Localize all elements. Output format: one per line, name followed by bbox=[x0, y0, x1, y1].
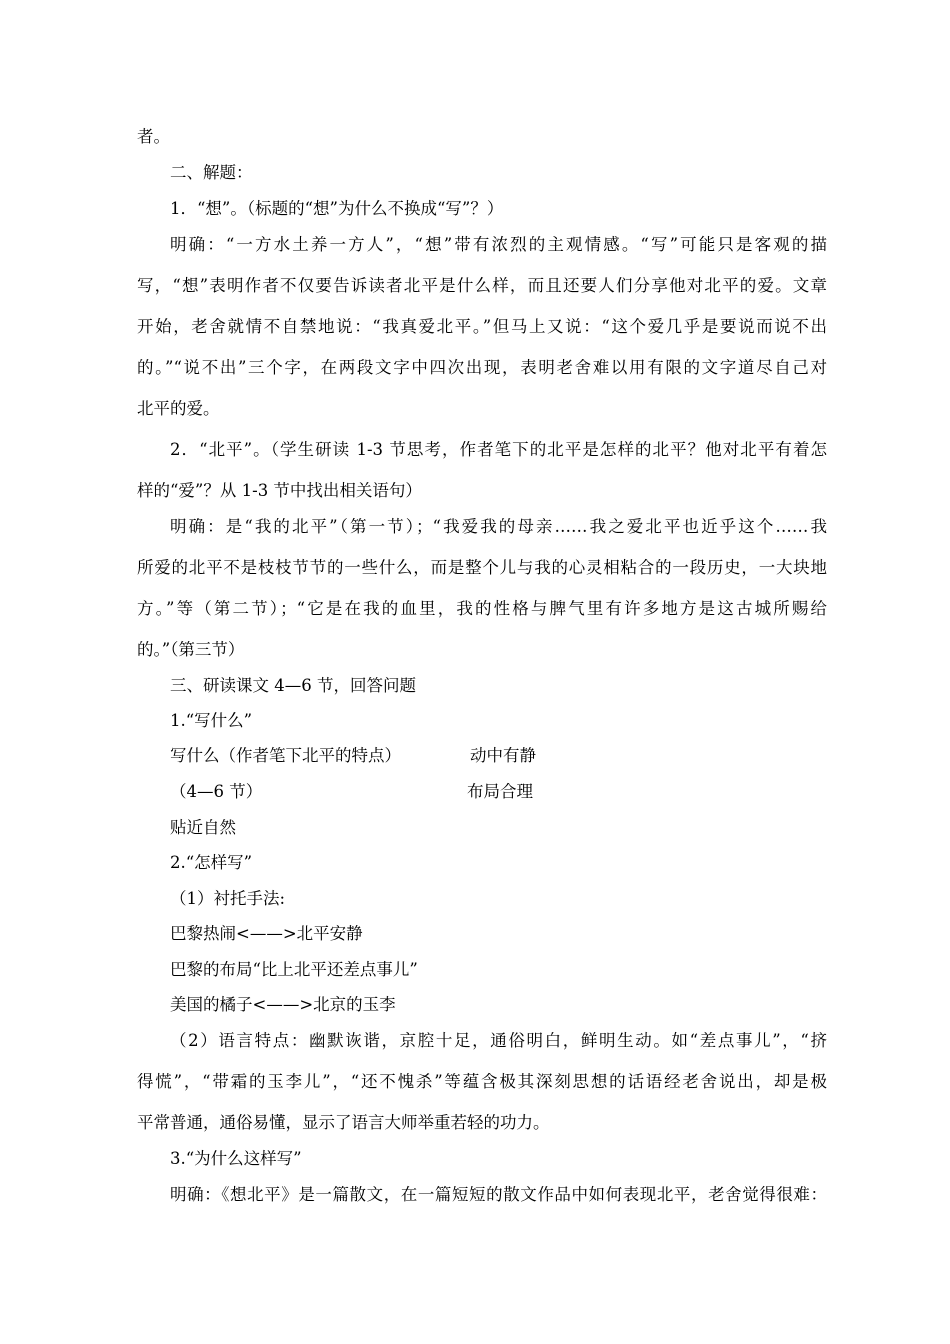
list-item: 美国的橘子<——>北京的玉李 bbox=[170, 995, 396, 1014]
paragraph-line: 明确：“一方水土养一方人”，“想”带有浓烈的主观情感。“写”可能只是客观的描 bbox=[170, 235, 827, 254]
section-heading: 三、研读课文 4—6 节，回答问题 bbox=[170, 676, 416, 695]
paragraph-line: 北平的爱。 bbox=[137, 399, 220, 418]
list-item: 布局合理 bbox=[467, 782, 533, 801]
subheading: 3.“为什么这样写” bbox=[170, 1149, 302, 1168]
paragraph-line: 得慌”，“带霜的玉李儿”，“还不愧杀”等蕴含极其深刻思想的话语经老舍说出，却是极 bbox=[137, 1072, 827, 1091]
paragraph-line: 所爱的北平不是枝枝节节的一些什么，而是整个儿与我的心灵相粘合的一段历史，一大块地 bbox=[137, 558, 827, 577]
paragraph-line: 平常普通，通俗易懂，显示了语言大师举重若轻的功力。 bbox=[137, 1113, 550, 1132]
subheading: 1.“写什么” bbox=[170, 711, 253, 730]
question-line: 2．“北平”。（学生研读 1-3 节思考，作者笔下的北平是怎样的北平？他对北平有着怎 bbox=[170, 440, 827, 459]
paragraph-line: 的。”（第三节） bbox=[137, 640, 245, 659]
list-item: 动中有静 bbox=[470, 746, 536, 765]
paragraph-line: 方。”等（第二节）；“它是在我的血里，我的性格与脾气里有许多地方是这古城所赐给 bbox=[137, 599, 827, 618]
question-line: 样的“爱”？从 1-3 节中找出相关语句） bbox=[137, 481, 422, 500]
section-heading: 二、解题： bbox=[170, 163, 253, 182]
list-item: 巴黎热闹<——>北平安静 bbox=[170, 924, 363, 943]
subheading: 2.“怎样写” bbox=[170, 853, 253, 872]
paragraph-line: 开始，老舍就情不自禁地说：“我真爱北平。”但马上又说：“这个爱几乎是要说而说不出 bbox=[137, 317, 827, 336]
list-item: 贴近自然 bbox=[170, 818, 236, 837]
question-line: 1．“想”。（标题的“想”为什么不换成“写”？） bbox=[170, 199, 504, 218]
paragraph-line: 明确：是“我的北平”（第一节）；“我爱我的母亲……我之爱北平也近乎这个……我 bbox=[170, 517, 827, 536]
text-line: 者。 bbox=[137, 127, 170, 146]
paragraph-line: 写，“想”表明作者不仅要告诉读者北平是什么样，而且还要人们分享他对北平的爱。文章 bbox=[137, 276, 827, 295]
list-item: （1）衬托手法: bbox=[170, 889, 286, 908]
list-item: 巴黎的布局“比上北平还差点事儿” bbox=[170, 960, 418, 979]
paragraph-line: 明确：《想北平》是一篇散文，在一篇短短的散文作品中如何表现北平，老舍觉得很难： bbox=[170, 1185, 827, 1204]
paragraph-line: （2）语言特点：幽默诙谐，京腔十足，通俗明白，鲜明生动。如“差点事儿”，“挤 bbox=[170, 1031, 827, 1050]
list-item: （4—6 节） bbox=[170, 782, 263, 801]
paragraph-line: 的。”“说不出”三个字，在两段文字中四次出现，表明老舍难以用有限的文字道尽自己对 bbox=[137, 358, 827, 377]
list-item: 写什么（作者笔下北平的特点） bbox=[170, 746, 401, 765]
